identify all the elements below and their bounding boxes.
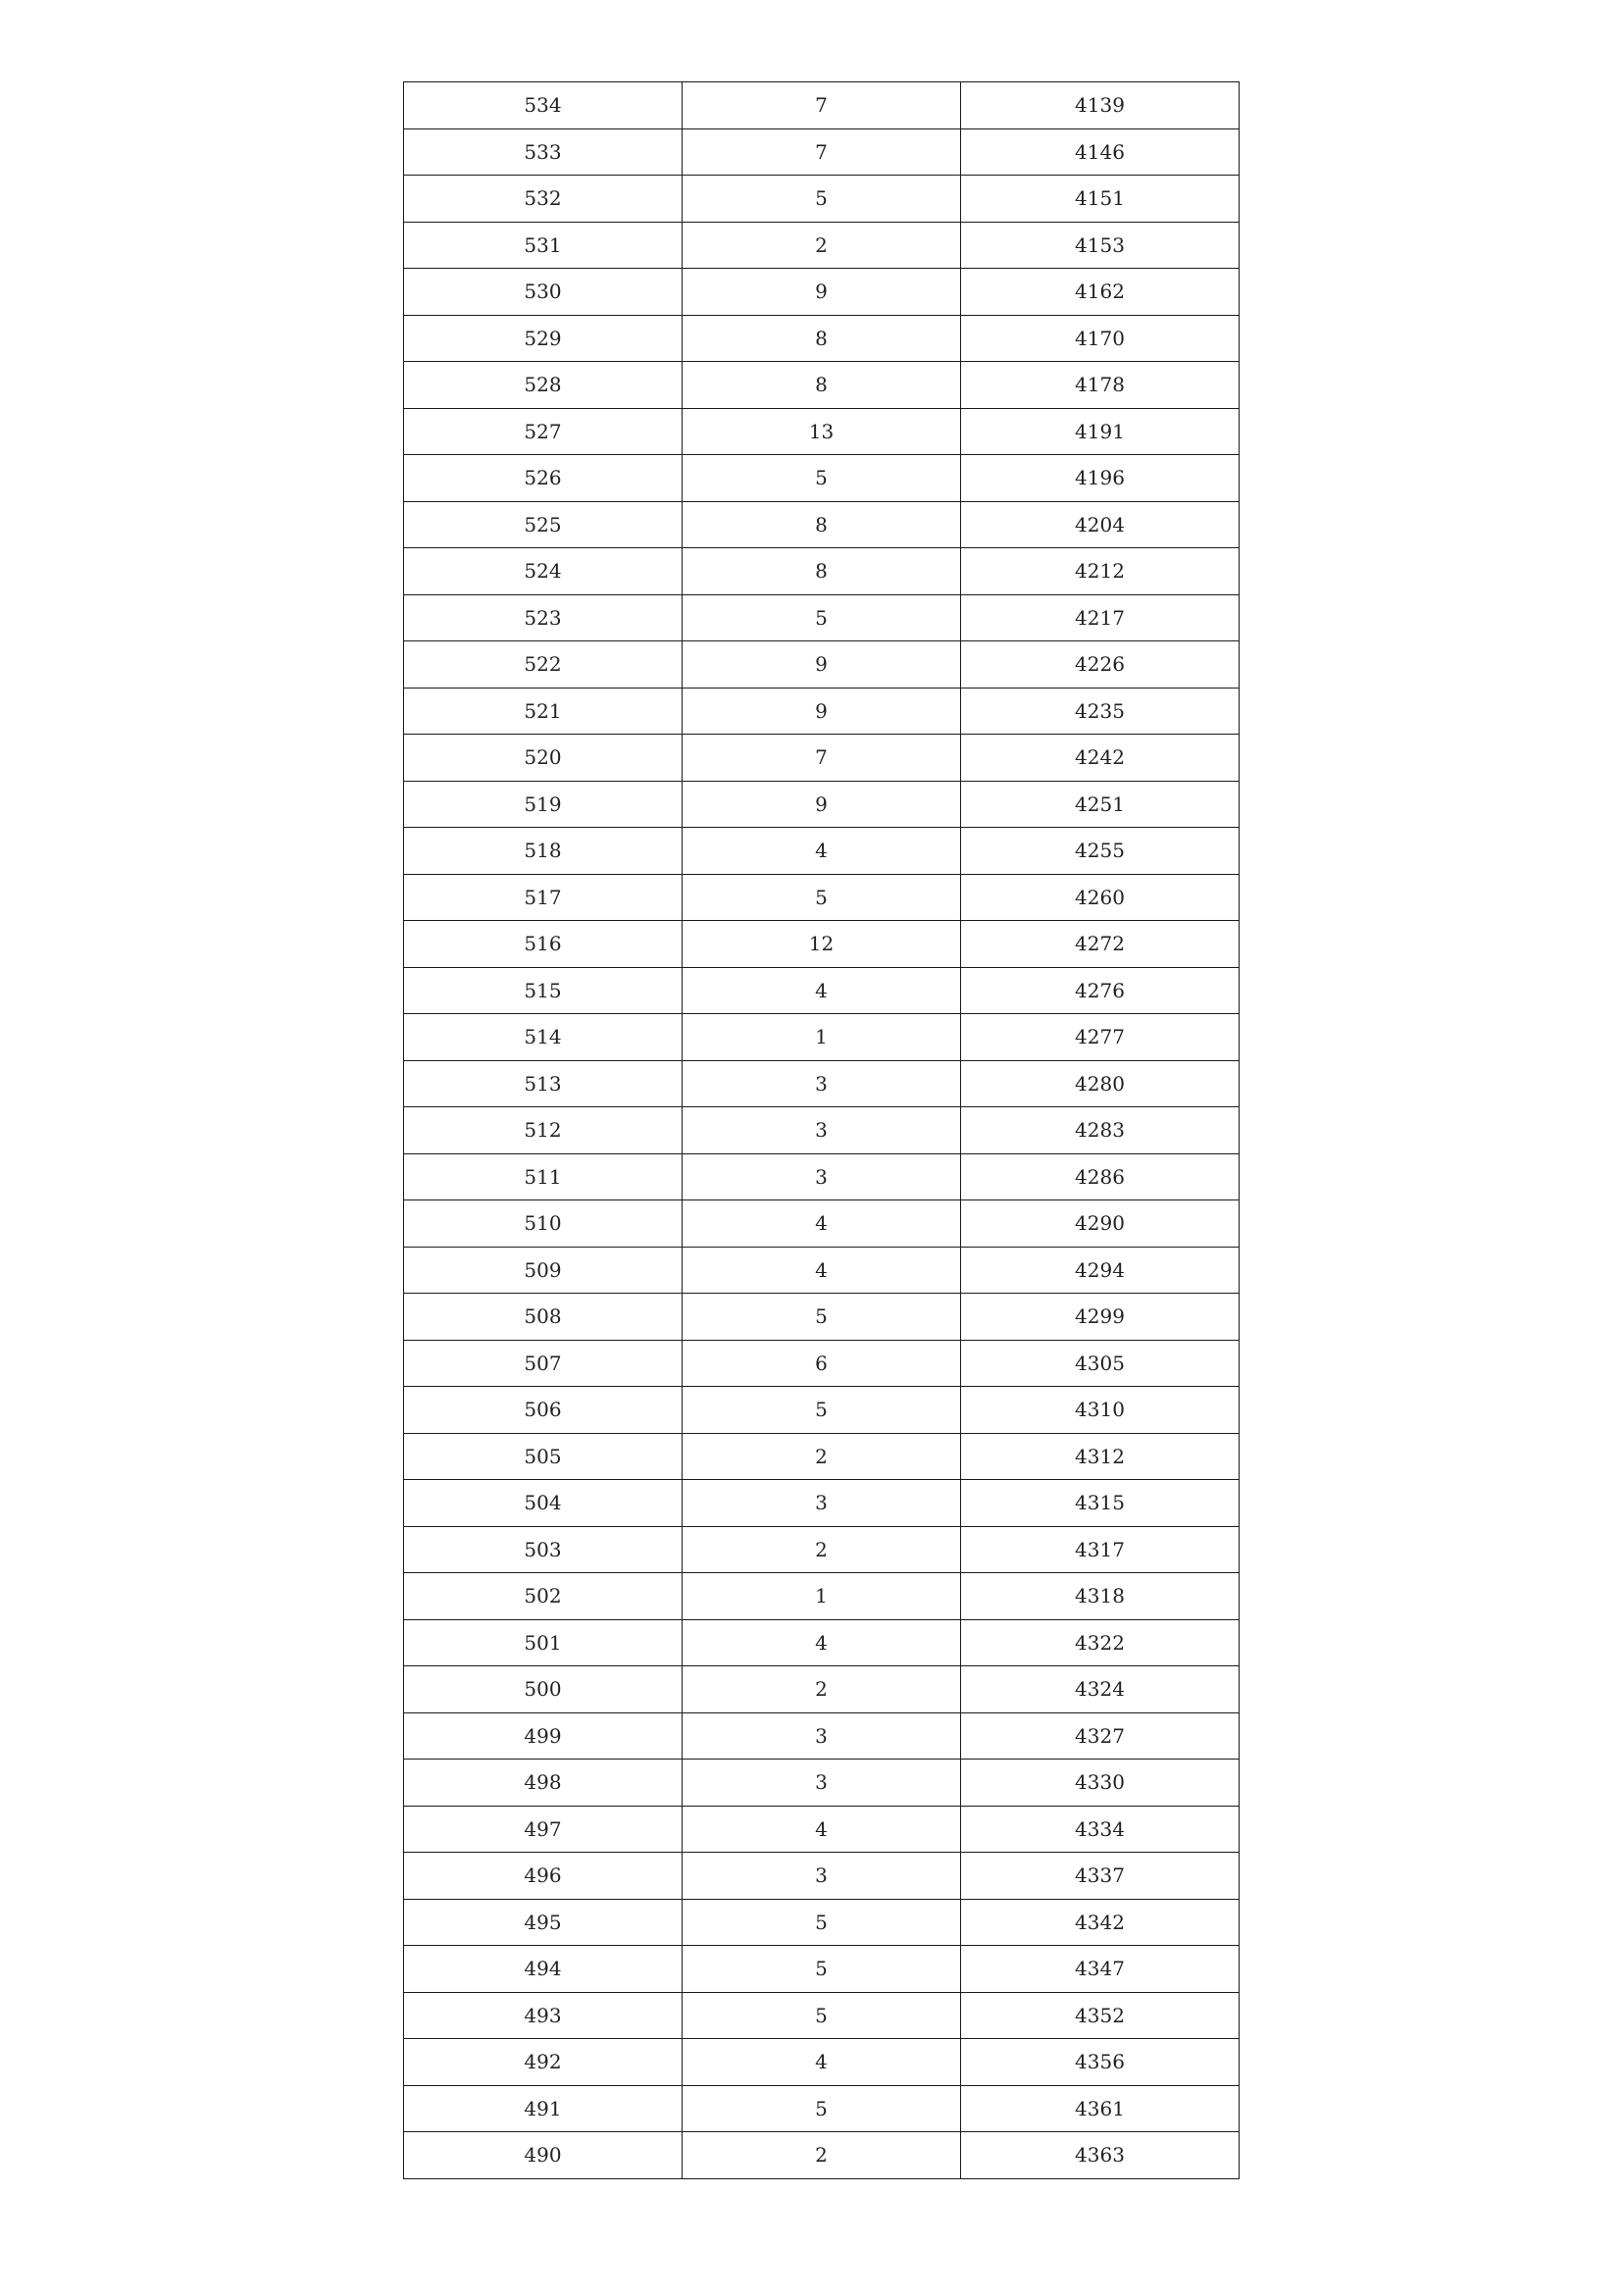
table-row <box>404 1946 1240 1993</box>
table-row <box>404 1853 1240 1900</box>
table-row <box>404 921 1240 968</box>
cumulative-cell: 4327 <box>961 1712 1240 1760</box>
score-cell: 493 <box>404 1992 683 2039</box>
table-row <box>404 1760 1240 1807</box>
count-cell: 5 <box>683 2085 961 2132</box>
score-cell: 512 <box>404 1107 683 1154</box>
score-cell: 507 <box>404 1340 683 1387</box>
table-row <box>404 735 1240 782</box>
cumulative-cell: 4151 <box>961 176 1240 223</box>
count-cell: 6 <box>683 1340 961 1387</box>
table-body <box>404 82 1240 2179</box>
cumulative-cell: 4204 <box>961 501 1240 548</box>
score-cell: 527 <box>404 408 683 455</box>
count-cell: 9 <box>683 781 961 828</box>
score-cell: 514 <box>404 1014 683 1061</box>
score-cell: 518 <box>404 828 683 875</box>
table-row <box>404 128 1240 176</box>
table-row <box>404 176 1240 223</box>
count-cell: 5 <box>683 455 961 502</box>
table-row <box>404 1573 1240 1620</box>
cumulative-cell: 4294 <box>961 1247 1240 1294</box>
count-cell: 12 <box>683 921 961 968</box>
cumulative-cell: 4212 <box>961 548 1240 595</box>
cumulative-cell: 4317 <box>961 1526 1240 1573</box>
table-row <box>404 1433 1240 1480</box>
count-cell: 5 <box>683 874 961 921</box>
table-row <box>404 222 1240 269</box>
count-cell: 4 <box>683 1247 961 1294</box>
score-cell: 519 <box>404 781 683 828</box>
count-cell: 5 <box>683 1946 961 1993</box>
score-cell: 534 <box>404 82 683 129</box>
table-row <box>404 641 1240 689</box>
score-cell: 511 <box>404 1153 683 1200</box>
table-row <box>404 594 1240 641</box>
table-row <box>404 501 1240 548</box>
count-cell: 1 <box>683 1014 961 1061</box>
score-cell: 500 <box>404 1666 683 1713</box>
cumulative-cell: 4299 <box>961 1294 1240 1341</box>
score-cell: 498 <box>404 1760 683 1807</box>
score-cell: 509 <box>404 1247 683 1294</box>
score-cell: 504 <box>404 1480 683 1527</box>
count-cell: 2 <box>683 1526 961 1573</box>
score-cell: 492 <box>404 2039 683 2086</box>
score-cell: 510 <box>404 1200 683 1248</box>
score-cell: 523 <box>404 594 683 641</box>
table-row <box>404 1480 1240 1527</box>
table-row <box>404 1666 1240 1713</box>
score-cell: 499 <box>404 1712 683 1760</box>
cumulative-cell: 4277 <box>961 1014 1240 1061</box>
table-row <box>404 408 1240 455</box>
score-cell: 502 <box>404 1573 683 1620</box>
cumulative-cell: 4363 <box>961 2132 1240 2179</box>
cumulative-cell: 4260 <box>961 874 1240 921</box>
score-cell: 526 <box>404 455 683 502</box>
table-row <box>404 1247 1240 1294</box>
count-cell: 5 <box>683 594 961 641</box>
score-cell: 515 <box>404 967 683 1014</box>
table-row <box>404 688 1240 735</box>
table-row <box>404 1294 1240 1341</box>
score-cell: 496 <box>404 1853 683 1900</box>
table-row <box>404 874 1240 921</box>
count-cell: 9 <box>683 269 961 316</box>
table-row <box>404 2085 1240 2132</box>
cumulative-cell: 4272 <box>961 921 1240 968</box>
count-cell: 4 <box>683 1200 961 1248</box>
score-cell: 524 <box>404 548 683 595</box>
count-cell: 8 <box>683 501 961 548</box>
cumulative-cell: 4146 <box>961 128 1240 176</box>
count-cell: 2 <box>683 1666 961 1713</box>
score-cell: 506 <box>404 1387 683 1434</box>
cumulative-cell: 4322 <box>961 1619 1240 1666</box>
cumulative-cell: 4342 <box>961 1899 1240 1946</box>
cumulative-cell: 4361 <box>961 2085 1240 2132</box>
cumulative-cell: 4283 <box>961 1107 1240 1154</box>
cumulative-cell: 4170 <box>961 315 1240 362</box>
count-cell: 13 <box>683 408 961 455</box>
cumulative-cell: 4139 <box>961 82 1240 129</box>
score-cell: 525 <box>404 501 683 548</box>
cumulative-cell: 4162 <box>961 269 1240 316</box>
score-cell: 501 <box>404 1619 683 1666</box>
table-row <box>404 1060 1240 1107</box>
score-cell: 505 <box>404 1433 683 1480</box>
cumulative-cell: 4310 <box>961 1387 1240 1434</box>
count-cell: 5 <box>683 1992 961 2039</box>
count-cell: 3 <box>683 1153 961 1200</box>
count-cell: 2 <box>683 222 961 269</box>
cumulative-cell: 4196 <box>961 455 1240 502</box>
cumulative-cell: 4305 <box>961 1340 1240 1387</box>
score-cell: 529 <box>404 315 683 362</box>
count-cell: 9 <box>683 641 961 689</box>
count-cell: 2 <box>683 2132 961 2179</box>
table-row <box>404 1712 1240 1760</box>
count-cell: 9 <box>683 688 961 735</box>
table-row <box>404 1107 1240 1154</box>
count-cell: 5 <box>683 1387 961 1434</box>
table-row <box>404 1806 1240 1853</box>
table-row <box>404 1387 1240 1434</box>
table-row <box>404 1014 1240 1061</box>
score-distribution-table <box>403 81 1240 2179</box>
table-row <box>404 2132 1240 2179</box>
count-cell: 3 <box>683 1480 961 1527</box>
table-row <box>404 781 1240 828</box>
count-cell: 3 <box>683 1760 961 1807</box>
score-cell: 494 <box>404 1946 683 1993</box>
cumulative-cell: 4217 <box>961 594 1240 641</box>
score-cell: 516 <box>404 921 683 968</box>
table-row <box>404 1899 1240 1946</box>
count-cell: 3 <box>683 1712 961 1760</box>
score-cell: 533 <box>404 128 683 176</box>
score-cell: 528 <box>404 362 683 409</box>
cumulative-cell: 4242 <box>961 735 1240 782</box>
cumulative-cell: 4191 <box>961 408 1240 455</box>
score-cell: 531 <box>404 222 683 269</box>
table-row <box>404 1992 1240 2039</box>
count-cell: 5 <box>683 1899 961 1946</box>
cumulative-cell: 4178 <box>961 362 1240 409</box>
table-row <box>404 1200 1240 1248</box>
table-row <box>404 1526 1240 1573</box>
cumulative-cell: 4251 <box>961 781 1240 828</box>
count-cell: 2 <box>683 1433 961 1480</box>
count-cell: 7 <box>683 82 961 129</box>
score-cell: 513 <box>404 1060 683 1107</box>
score-cell: 490 <box>404 2132 683 2179</box>
count-cell: 8 <box>683 548 961 595</box>
cumulative-cell: 4330 <box>961 1760 1240 1807</box>
count-cell: 5 <box>683 1294 961 1341</box>
cumulative-cell: 4315 <box>961 1480 1240 1527</box>
count-cell: 7 <box>683 128 961 176</box>
cumulative-cell: 4337 <box>961 1853 1240 1900</box>
cumulative-cell: 4280 <box>961 1060 1240 1107</box>
table-row <box>404 548 1240 595</box>
table-row <box>404 1153 1240 1200</box>
cumulative-cell: 4226 <box>961 641 1240 689</box>
score-cell: 491 <box>404 2085 683 2132</box>
table-row <box>404 269 1240 316</box>
table-row <box>404 315 1240 362</box>
table-row <box>404 1340 1240 1387</box>
cumulative-cell: 4153 <box>961 222 1240 269</box>
count-cell: 8 <box>683 362 961 409</box>
cumulative-cell: 4324 <box>961 1666 1240 1713</box>
score-cell: 495 <box>404 1899 683 1946</box>
count-cell: 3 <box>683 1107 961 1154</box>
table-row <box>404 362 1240 409</box>
table-row <box>404 1619 1240 1666</box>
count-cell: 5 <box>683 176 961 223</box>
table-row <box>404 967 1240 1014</box>
cumulative-cell: 4255 <box>961 828 1240 875</box>
count-cell: 4 <box>683 1619 961 1666</box>
cumulative-cell: 4352 <box>961 1992 1240 2039</box>
score-cell: 508 <box>404 1294 683 1341</box>
score-cell: 530 <box>404 269 683 316</box>
count-cell: 3 <box>683 1853 961 1900</box>
count-cell: 8 <box>683 315 961 362</box>
count-cell: 4 <box>683 2039 961 2086</box>
score-cell: 522 <box>404 641 683 689</box>
cumulative-cell: 4347 <box>961 1946 1240 1993</box>
table-row <box>404 2039 1240 2086</box>
cumulative-cell: 4334 <box>961 1806 1240 1853</box>
cumulative-cell: 4318 <box>961 1573 1240 1620</box>
table-row <box>404 455 1240 502</box>
count-cell: 7 <box>683 735 961 782</box>
count-cell: 3 <box>683 1060 961 1107</box>
cumulative-cell: 4235 <box>961 688 1240 735</box>
cumulative-cell: 4290 <box>961 1200 1240 1248</box>
score-cell: 503 <box>404 1526 683 1573</box>
table-row <box>404 82 1240 129</box>
score-cell: 520 <box>404 735 683 782</box>
cumulative-cell: 4312 <box>961 1433 1240 1480</box>
count-cell: 4 <box>683 828 961 875</box>
table-row <box>404 828 1240 875</box>
cumulative-cell: 4276 <box>961 967 1240 1014</box>
cumulative-cell: 4356 <box>961 2039 1240 2086</box>
cumulative-cell: 4286 <box>961 1153 1240 1200</box>
count-cell: 1 <box>683 1573 961 1620</box>
score-cell: 532 <box>404 176 683 223</box>
score-cell: 521 <box>404 688 683 735</box>
score-cell: 517 <box>404 874 683 921</box>
count-cell: 4 <box>683 1806 961 1853</box>
count-cell: 4 <box>683 967 961 1014</box>
score-cell: 497 <box>404 1806 683 1853</box>
